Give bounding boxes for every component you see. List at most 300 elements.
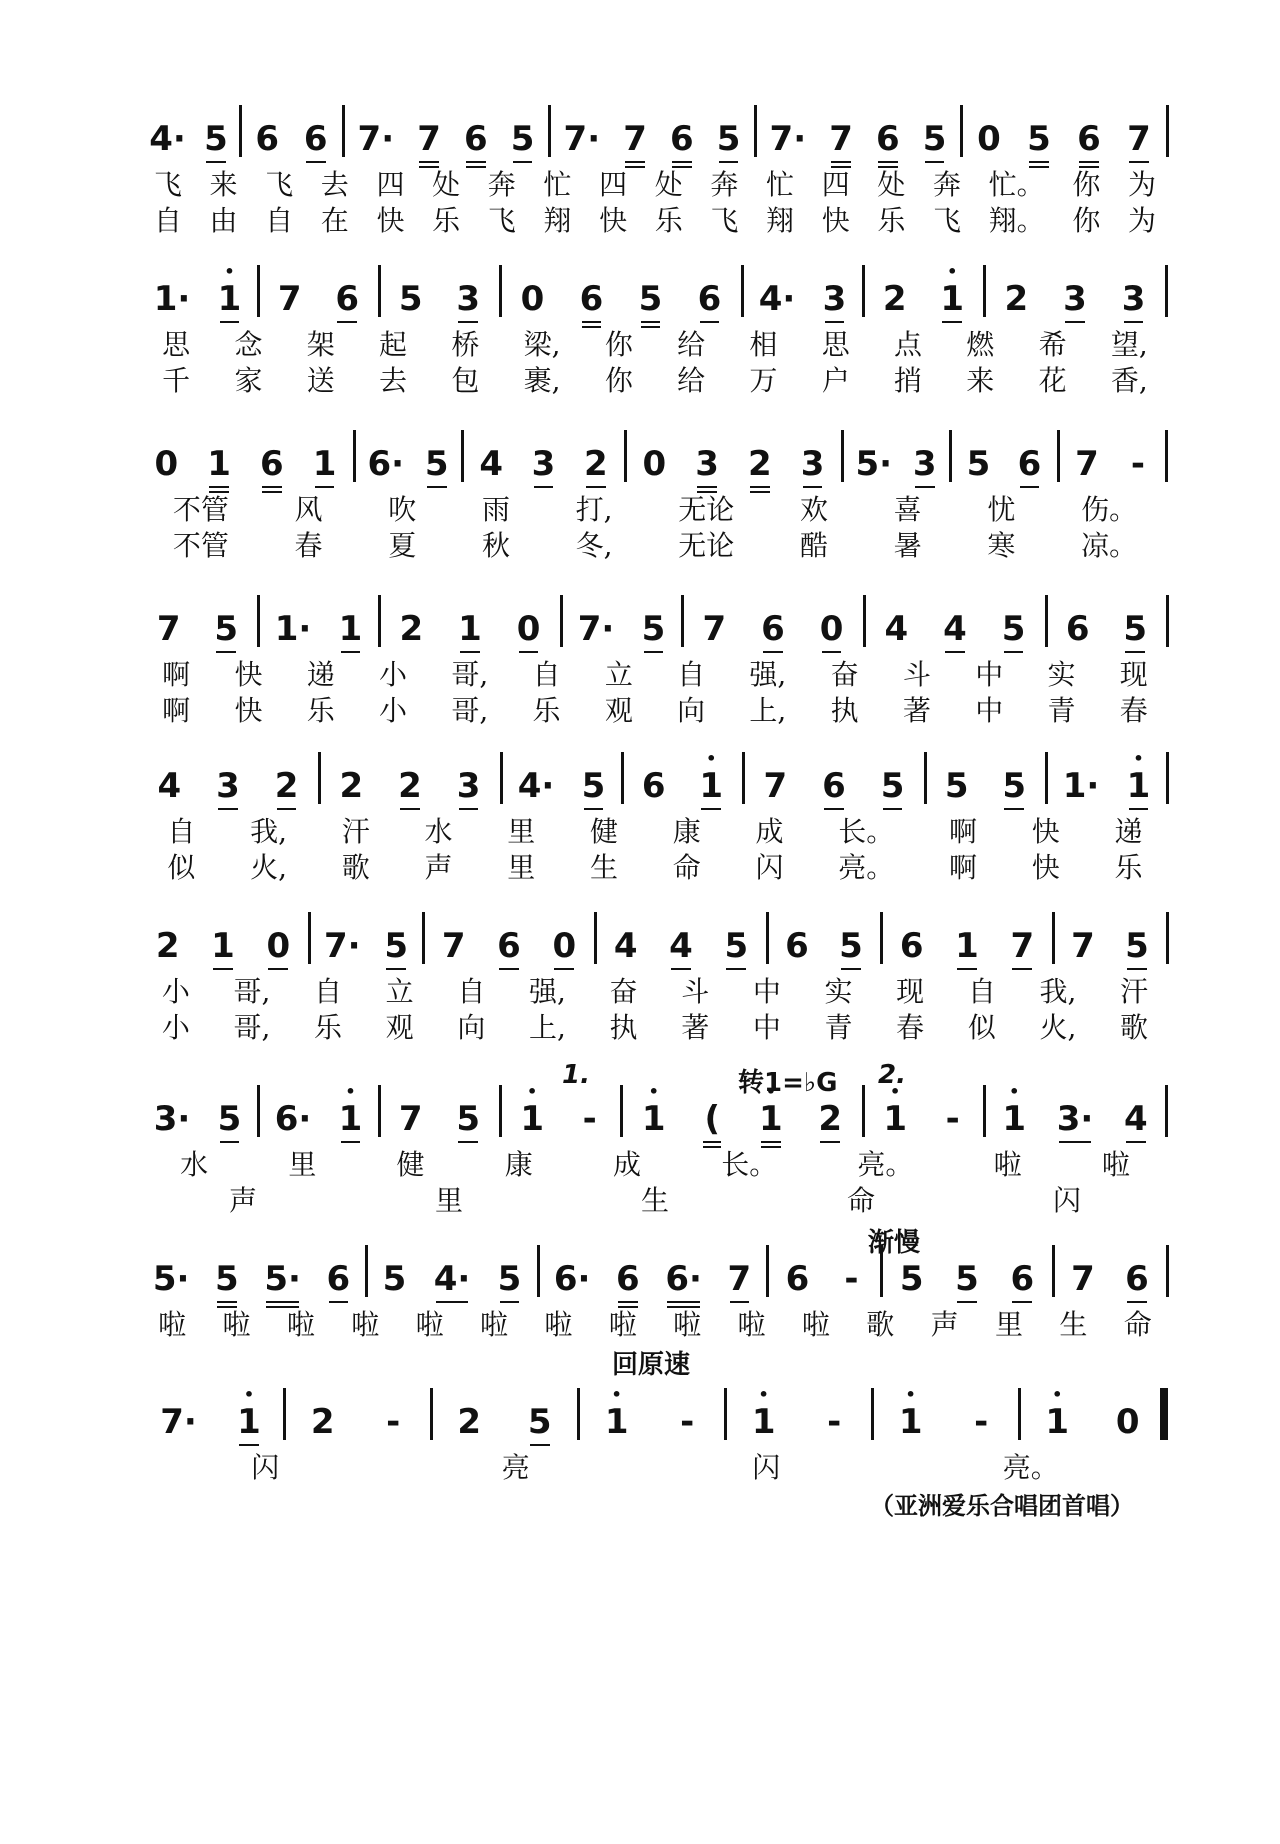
lyrics-verse-1	[140, 492, 1170, 528]
lyric-word: 生	[1059, 1308, 1088, 1341]
lyric-word: 长。	[721, 1148, 778, 1181]
lyric-word: 著	[681, 1011, 710, 1044]
barline	[681, 595, 684, 647]
measure	[1049, 752, 1164, 812]
note: 4·	[149, 119, 186, 159]
barline	[499, 265, 502, 317]
note: 4	[479, 444, 503, 484]
measure	[261, 1085, 376, 1145]
measure	[140, 1245, 363, 1305]
barline	[841, 430, 844, 482]
note: • 1	[218, 265, 242, 319]
note: • 1	[1002, 1085, 1026, 1139]
barline	[1165, 1085, 1168, 1137]
note: 7·	[769, 119, 807, 159]
score-row	[140, 912, 1170, 1042]
note: -	[386, 1402, 401, 1442]
barline	[499, 1085, 502, 1137]
lyric-word: 四	[599, 168, 628, 201]
score-row	[140, 752, 1170, 882]
barline	[1166, 912, 1169, 964]
note: 4·	[434, 1245, 471, 1299]
lyric-word: 你	[1072, 168, 1101, 201]
lyric-word: 快	[234, 658, 263, 691]
lyric-word: 雨	[481, 493, 510, 526]
lyric-word: 花	[1038, 364, 1067, 397]
note: 4	[669, 912, 693, 966]
measure	[928, 752, 1043, 812]
barline	[378, 1085, 381, 1137]
note: 5	[384, 912, 408, 966]
lyric-word: 歌	[1120, 1011, 1149, 1044]
lyric-word: 小	[379, 694, 408, 727]
lyric-word: 自	[314, 975, 343, 1008]
measure	[598, 912, 764, 972]
barline	[949, 430, 952, 482]
barline	[754, 105, 757, 157]
measure	[867, 595, 1043, 655]
score-row	[140, 430, 1170, 560]
notes-line	[140, 752, 1170, 812]
note: • 1	[1127, 752, 1151, 806]
barline	[621, 752, 624, 804]
lyric-word: 相	[749, 328, 778, 361]
note: 6	[822, 752, 846, 806]
key-change-marking: 转1=♭G	[738, 1068, 838, 1098]
lyric-word: 去	[320, 168, 349, 201]
lyric-word: 风	[294, 493, 323, 526]
lyric-word: 打,	[575, 493, 613, 526]
lyric-word: 水	[180, 1148, 209, 1181]
barline	[365, 1245, 368, 1297]
lyric-word: 声	[424, 851, 453, 884]
note: • 1	[899, 1388, 923, 1442]
note: 3	[532, 430, 556, 484]
note: 6	[670, 105, 694, 159]
lyric-word: 歌	[341, 851, 370, 884]
note: 0	[520, 279, 545, 319]
note: 0	[977, 119, 1001, 159]
note: 2	[748, 430, 772, 484]
lyric-word: 递	[1114, 815, 1143, 848]
lyric-word: 乐	[877, 204, 906, 237]
note: 6	[1077, 105, 1101, 159]
note: 5	[1123, 595, 1147, 649]
lyric-word: 处	[654, 168, 683, 201]
note: 6	[876, 105, 900, 159]
barline	[1045, 752, 1048, 804]
lyric-word: 命	[672, 851, 701, 884]
measure	[625, 752, 740, 812]
measure	[140, 912, 306, 972]
lyric-word: 自	[532, 658, 561, 691]
measure	[770, 912, 878, 972]
note: 2	[818, 1085, 842, 1139]
note: 6·	[665, 1245, 702, 1299]
barline	[318, 752, 321, 804]
barline	[308, 912, 311, 964]
note: 1·	[153, 279, 191, 319]
note: 4·	[758, 279, 796, 319]
lyric-word: 包	[451, 364, 480, 397]
lyric-word: 来	[209, 168, 238, 201]
note: -	[827, 1402, 842, 1442]
lyric-word: 啊	[949, 815, 978, 848]
note: 6	[580, 265, 604, 319]
measure	[287, 1388, 428, 1448]
note: 6	[1010, 1245, 1034, 1299]
note: 6·	[367, 444, 405, 484]
note: 5	[511, 105, 535, 159]
lyric-word: 去	[379, 364, 408, 397]
note: 5	[923, 105, 947, 159]
measure	[1022, 1388, 1163, 1448]
lyrics-verse-2	[140, 1183, 1170, 1219]
lyric-word: 冬,	[575, 529, 613, 562]
note: 5	[899, 1259, 924, 1299]
lyric-word: 啦	[286, 1308, 315, 1341]
lyric-word: 处	[877, 168, 906, 201]
barline	[1052, 1245, 1055, 1297]
barline	[1165, 430, 1168, 482]
measure	[312, 912, 420, 972]
measure	[866, 265, 981, 325]
note: -	[582, 1099, 597, 1139]
lyric-word: 哥,	[451, 658, 489, 691]
lyric-word: 康	[504, 1148, 533, 1181]
lyric-word: 生	[640, 1184, 669, 1217]
note: 7·	[160, 1402, 197, 1442]
lyric-word: 春	[1119, 694, 1148, 727]
lyric-word: 飞	[487, 204, 516, 237]
note: 4	[884, 609, 909, 649]
note: 7	[728, 1245, 752, 1299]
note: 3	[801, 430, 825, 484]
note: 6·	[553, 1259, 591, 1299]
lyric-word: 你	[604, 364, 633, 397]
lyric-word: 执	[830, 694, 859, 727]
lyric-word: 啦	[415, 1308, 444, 1341]
note: 6	[497, 912, 521, 966]
lyric-word: 强,	[528, 975, 566, 1008]
lyric-word: 燃	[966, 328, 995, 361]
barline	[577, 1388, 580, 1440]
measure	[140, 105, 237, 165]
note: 7	[623, 105, 647, 159]
lyric-word: 暑	[893, 529, 922, 562]
lyric-word: 自	[153, 204, 182, 237]
measure	[382, 595, 558, 655]
barline	[353, 430, 356, 482]
barline	[1166, 595, 1169, 647]
lyric-word: 乐	[306, 694, 335, 727]
note: 7	[702, 609, 727, 649]
barline	[983, 265, 986, 317]
lyric-word: 健	[590, 815, 619, 848]
note: 2	[584, 430, 608, 484]
note: 5	[425, 430, 449, 484]
lyrics-verse-1	[140, 1147, 1170, 1183]
barline	[960, 105, 963, 157]
lyric-word: 递	[306, 658, 335, 691]
barline	[741, 265, 744, 317]
note: 2	[882, 279, 907, 319]
lyric-word: 向	[457, 1011, 486, 1044]
lyric-word: 啦	[737, 1308, 766, 1341]
tempo-slow-marking: 渐慢	[868, 1228, 921, 1258]
measure	[243, 105, 340, 165]
lyric-word: 为	[1127, 168, 1156, 201]
barline	[924, 752, 927, 804]
lyrics-verse-1	[140, 814, 1170, 850]
lyric-word: 伤。	[1081, 493, 1138, 526]
lyric-word: 小	[161, 1011, 190, 1044]
note: 6	[304, 105, 328, 159]
note: 3	[823, 265, 847, 319]
barline	[422, 912, 425, 964]
note: 7	[441, 926, 466, 966]
score-row	[140, 265, 1170, 395]
note: -	[844, 1259, 859, 1299]
lyric-word: 上,	[528, 1011, 566, 1044]
barline	[862, 265, 865, 317]
measure	[845, 430, 947, 490]
lyric-word: 翔	[543, 204, 572, 237]
measure	[564, 595, 679, 655]
note: 3	[216, 752, 240, 806]
barline	[766, 1245, 769, 1297]
lyric-word: 为	[1127, 204, 1156, 237]
volta-1-label: 1.	[562, 1060, 590, 1090]
note: 7	[417, 105, 441, 159]
lyric-word: 飞	[933, 204, 962, 237]
lyric-word: 声	[228, 1184, 257, 1217]
lyric-word: 奔	[710, 168, 739, 201]
measure	[745, 265, 860, 325]
barline	[863, 595, 866, 647]
measure	[685, 595, 861, 655]
lyric-word: 中	[752, 975, 781, 1008]
note: 5	[1002, 752, 1026, 806]
lyric-word: 希	[1038, 328, 1067, 361]
note: 5	[498, 1245, 522, 1299]
lyric-word: 观	[385, 1011, 414, 1044]
lyric-word: 飞	[265, 168, 294, 201]
lyrics-verse-1	[140, 1450, 1170, 1486]
lyric-word: 奋	[609, 975, 638, 1008]
note: 6	[335, 265, 359, 319]
lyric-word: 在	[320, 204, 349, 237]
notes-line	[140, 1388, 1170, 1448]
lyric-word: 啦	[993, 1148, 1022, 1181]
measure	[1056, 1245, 1164, 1305]
measure	[987, 265, 1163, 325]
lyric-word: 现	[896, 975, 925, 1008]
note: 0	[820, 595, 844, 649]
note: 5	[528, 1388, 552, 1442]
lyric-word: 忧	[987, 493, 1016, 526]
lyric-word: 来	[966, 364, 995, 397]
lyric-word: 哥,	[451, 694, 489, 727]
lyric-word: 成	[755, 815, 784, 848]
lyric-word: 我,	[250, 815, 288, 848]
measure	[503, 265, 739, 325]
note: 6	[327, 1245, 351, 1299]
note: 4	[1124, 1085, 1148, 1139]
note: 5	[214, 595, 238, 649]
lyric-word: 啊	[162, 658, 191, 691]
barline	[537, 1245, 540, 1297]
lyric-word: 水	[424, 815, 453, 848]
lyrics-verse-2	[140, 363, 1170, 399]
note: 5	[966, 444, 991, 484]
measure	[987, 1085, 1163, 1145]
lyric-word: 你	[604, 328, 633, 361]
measure	[746, 752, 922, 812]
measure	[758, 105, 958, 165]
barline	[620, 1085, 623, 1137]
measure	[866, 1085, 981, 1145]
note: 2	[310, 1402, 335, 1442]
lyric-word: 啦	[801, 1308, 830, 1341]
lyric-word: 乐	[1114, 851, 1143, 884]
lyric-word: 念	[234, 328, 263, 361]
note: 1	[458, 595, 482, 649]
measure	[382, 1085, 497, 1145]
note: 2	[457, 1402, 482, 1442]
note: • 1	[752, 1388, 776, 1442]
measure	[728, 1388, 869, 1448]
lyrics-verse-2	[140, 850, 1170, 886]
note: 0	[642, 444, 667, 484]
note: 7	[1071, 1259, 1095, 1299]
lyric-word: 不管	[172, 493, 229, 526]
lyric-word: 快	[1031, 815, 1060, 848]
barline	[1052, 912, 1055, 964]
note: -	[974, 1402, 989, 1442]
lyric-word: 春	[896, 1011, 925, 1044]
lyric-word: 吹	[388, 493, 417, 526]
note: 5	[881, 752, 905, 806]
lyric-word: 中	[975, 694, 1004, 727]
lyric-word: 立	[385, 975, 414, 1008]
credit-line: （亚洲爱乐合唱团首唱）	[870, 1491, 1134, 1520]
notes-line	[140, 1085, 1170, 1145]
note: 6	[899, 926, 924, 966]
lyric-word: 无论	[678, 493, 735, 526]
note: 0	[154, 444, 179, 484]
note: 5	[204, 105, 228, 159]
lyric-word: 喜	[893, 493, 922, 526]
measure	[140, 595, 255, 655]
note: 2	[399, 609, 424, 649]
note: 4·	[517, 766, 555, 806]
note: 1	[207, 430, 231, 484]
lyric-word: 上,	[749, 694, 787, 727]
note: 0	[517, 595, 541, 649]
notes-line	[140, 912, 1170, 972]
barline	[239, 105, 242, 157]
lyric-word: 执	[609, 1011, 638, 1044]
lyric-word: 奋	[830, 658, 859, 691]
lyric-word: 青	[1047, 694, 1076, 727]
lyric-word: 望,	[1110, 328, 1148, 361]
measure	[369, 1245, 535, 1305]
note: 3·	[1057, 1085, 1094, 1139]
measure	[875, 1388, 1016, 1448]
note: 7	[398, 1099, 423, 1139]
lyric-word: 闪	[251, 1451, 280, 1484]
note: 6	[1125, 1245, 1149, 1299]
note: 7·	[563, 119, 601, 159]
lyric-word: 里	[288, 1148, 317, 1181]
note: 7·	[357, 119, 395, 159]
lyric-word: 处	[432, 168, 461, 201]
notes-line	[140, 265, 1170, 325]
lyric-word: 青	[824, 1011, 853, 1044]
note: 5·	[152, 1259, 190, 1299]
lyric-word: 由	[209, 204, 238, 237]
lyric-word: 自	[265, 204, 294, 237]
lyric-word: 快	[1031, 851, 1060, 884]
lyric-word: 家	[234, 364, 263, 397]
lyric-word: 点	[894, 328, 923, 361]
note: (	[701, 1085, 723, 1139]
lyric-word: 里	[434, 1184, 463, 1217]
note: -	[1130, 444, 1145, 484]
lyric-word: 起	[379, 328, 408, 361]
note: 1·	[274, 609, 312, 649]
lyrics-verse-1	[140, 974, 1170, 1010]
note: 7	[156, 609, 181, 649]
lyric-word: 啦	[480, 1308, 509, 1341]
note: 7	[1071, 926, 1095, 966]
note: 5	[215, 1245, 239, 1299]
lyric-word: 四	[376, 168, 405, 201]
note: • 1	[1045, 1388, 1069, 1442]
note: 1	[955, 912, 979, 966]
tempo-resume-marking: 回原速	[612, 1350, 691, 1380]
lyric-word: 现	[1119, 658, 1148, 691]
barline	[461, 430, 464, 482]
lyric-word: 命	[846, 1184, 875, 1217]
lyric-word: 康	[672, 815, 701, 848]
lyric-word: 寒	[987, 529, 1016, 562]
barline	[624, 430, 627, 482]
lyric-word: 自	[967, 975, 996, 1008]
note: 3	[695, 430, 719, 484]
measure	[953, 430, 1055, 490]
note: 5·	[855, 444, 893, 484]
note: • 1	[520, 1085, 544, 1139]
lyric-word: 快	[376, 204, 405, 237]
note: 6	[1065, 609, 1090, 649]
note: 6	[785, 1259, 810, 1299]
lyric-word: 成	[612, 1148, 641, 1181]
measure	[581, 1388, 722, 1448]
lyric-word: 乐	[532, 694, 561, 727]
note: 7	[277, 279, 302, 319]
measure	[964, 105, 1164, 165]
note: • 1	[940, 265, 964, 319]
lyric-word: 捎	[894, 364, 923, 397]
lyric-word: 哥,	[233, 1011, 271, 1044]
lyric-word: 向	[677, 694, 706, 727]
lyrics-verse-2	[140, 1010, 1170, 1046]
barline	[1018, 1388, 1021, 1440]
lyric-word: 奔	[933, 168, 962, 201]
lyric-word: 梁,	[523, 328, 561, 361]
